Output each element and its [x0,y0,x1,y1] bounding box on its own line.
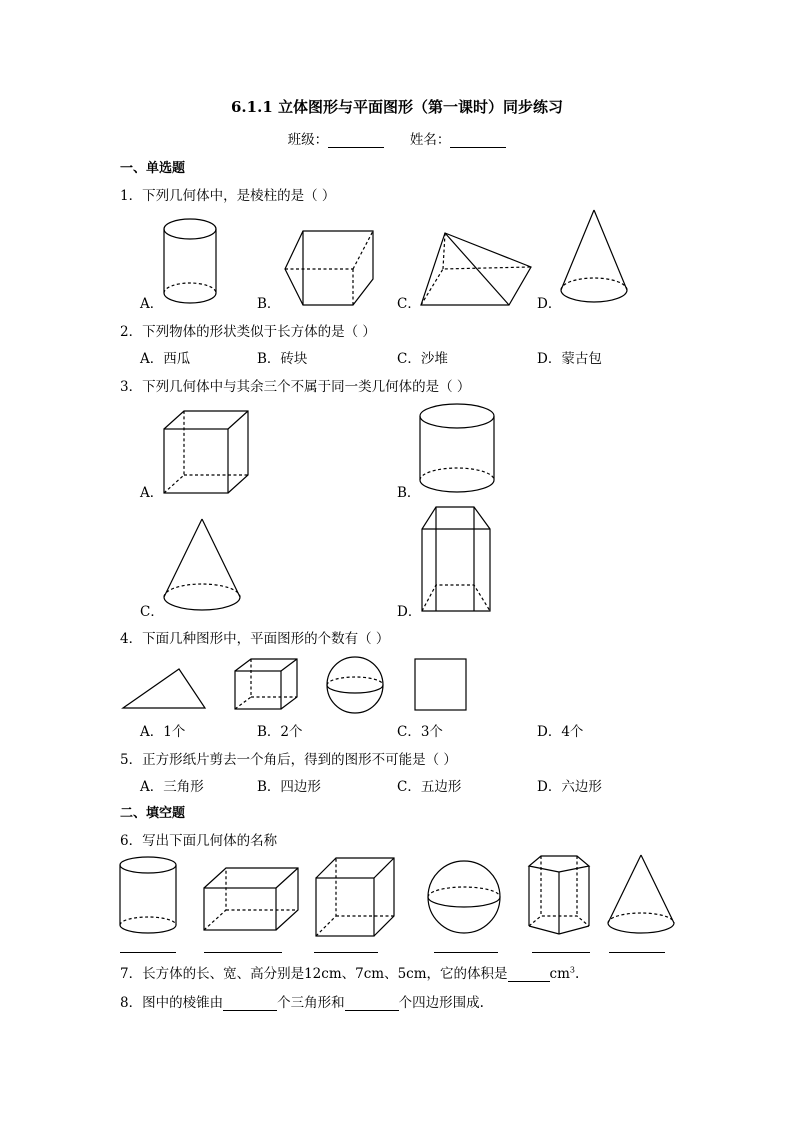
q2-option-b[interactable]: B．砖块 [257,351,308,367]
q1-option-c[interactable]: C． [397,296,421,312]
cylinder-icon [117,855,179,937]
q3-option-d[interactable]: D． [397,604,422,620]
q5-option-b[interactable]: B．四边形 [257,779,321,795]
q7-answer-blank[interactable] [508,968,550,982]
q5-option-a[interactable]: A．三角形 [140,779,204,795]
question-6: 6．写出下面几何体的名称 [120,833,278,849]
cylinder-icon [160,217,220,309]
prism-icon [283,229,379,309]
q1-option-a[interactable]: A． [140,296,164,312]
q3-option-a[interactable]: A． [140,485,164,501]
page-title: 6.1.1 立体图形与平面图形（第一课时）同步练习 [231,98,563,116]
q8-text: 8．图中的棱锥由 [120,995,224,1011]
answer-blank-3[interactable] [314,952,378,953]
cone-icon [605,853,677,937]
triangle-icon [121,667,207,711]
q8-middle: 个三角形和 [277,995,345,1011]
question-2: 2．下列物体的形状类似于长方体的是（ ） [120,324,376,340]
prism-icon [418,505,494,615]
q2-option-c[interactable]: C．沙堆 [397,351,448,367]
pentagonal-prism-icon [527,854,591,936]
q1-option-d[interactable]: D． [537,296,562,312]
section-heading-single-choice: 一、单选题 [120,161,186,176]
q4-option-c[interactable]: C．3个 [397,724,443,740]
name-label: 姓名： [409,132,451,148]
q7-end: . [575,966,580,982]
q7-text: 7．长方体的长、宽、高分别是12cm、7cm、5cm，它的体积是 [120,966,508,982]
square-icon [413,657,469,711]
answer-blank-6[interactable] [609,952,665,953]
q3-option-c[interactable]: C． [140,604,164,620]
section-heading-fill-in: 二、填空题 [120,806,186,821]
answer-blank-4[interactable] [434,952,498,953]
q4-option-b[interactable]: B．2个 [257,724,303,740]
q7-exponent: 3 [569,965,575,975]
q5-option-c[interactable]: C．五边形 [397,779,462,795]
student-info [0,128,794,148]
question-5: 5．正方形纸片剪去一个角后，得到的图形不可能是（ ） [120,752,457,768]
answer-blank-2[interactable] [204,952,282,953]
answer-blank-1[interactable] [120,952,176,953]
question-7 [120,962,579,982]
question-3: 3．下列几何体中与其余三个不属于同一类几何体的是（ ） [120,379,471,395]
q3-option-b[interactable]: B． [397,485,421,501]
q2-option-a[interactable]: A．西瓜 [140,351,191,367]
cube-icon [162,409,250,495]
q8-suffix: 个四边形围成. [398,995,484,1011]
cone-icon [160,517,244,615]
cube-icon [314,856,396,938]
cone-icon [557,208,631,308]
sphere-icon [426,859,502,935]
class-label: 班级： [287,132,329,148]
class-blank[interactable] [328,133,384,148]
q4-option-d[interactable]: D．4个 [537,724,584,740]
q7-unit: cm [549,966,570,982]
cuboid-icon [202,866,300,932]
question-8 [120,991,484,1011]
pyramid-icon [419,231,535,307]
q8-blank-2[interactable] [345,997,399,1011]
cylinder-icon [417,402,499,496]
answer-blank-5[interactable] [532,952,590,953]
question-4: 4．下面几种图形中，平面图形的个数有（ ） [120,631,390,647]
q5-option-d[interactable]: D．六边形 [537,779,602,795]
q2-option-d[interactable]: D．蒙古包 [537,351,602,367]
sphere-icon [324,655,386,715]
q4-option-a[interactable]: A．1个 [140,724,186,740]
q8-blank-1[interactable] [223,997,277,1011]
name-blank[interactable] [450,133,506,148]
question-1: 1．下列几何体中，是棱柱的是（ ） [120,188,336,204]
q1-option-b[interactable]: B． [257,296,281,312]
cube-icon [233,657,299,711]
